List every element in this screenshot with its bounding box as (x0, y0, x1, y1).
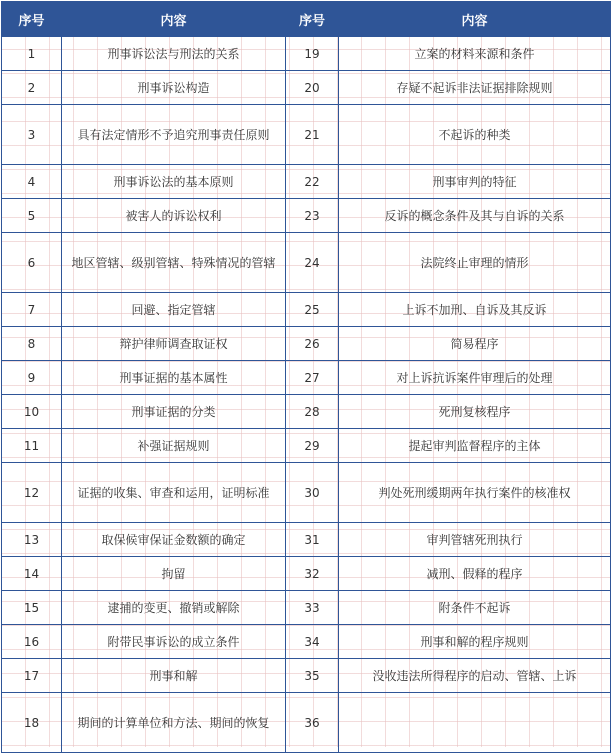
row-content-left: 期间的计算单位和方法、期间的恢复 (62, 693, 286, 753)
row-content-left: 附带民事诉讼的成立条件 (62, 625, 286, 659)
table-row (2, 37, 611, 71)
row-number-right: 20 (286, 71, 339, 105)
row-content-left: 证据的收集、审查和运用，证明标准 (62, 463, 286, 523)
row-number-right: 34 (286, 625, 339, 659)
row-content-right: 上诉不加刑、自诉及其反诉 (339, 293, 611, 327)
row-number-left: 7 (2, 293, 62, 327)
table-row (2, 395, 611, 429)
row-content-left: 回避、指定管辖 (62, 293, 286, 327)
row-content-right: 减刑、假释的程序 (339, 557, 611, 591)
row-number-right: 29 (286, 429, 339, 463)
row-number-left: 9 (2, 361, 62, 395)
row-number-left: 4 (2, 165, 62, 199)
row-number-left: 10 (2, 395, 62, 429)
row-number-right: 30 (286, 463, 339, 523)
table-row (2, 71, 611, 105)
table-row (2, 165, 611, 199)
row-number-left: 5 (2, 199, 62, 233)
row-number-left: 15 (2, 591, 62, 625)
row-number-right: 28 (286, 395, 339, 429)
row-number-left: 16 (2, 625, 62, 659)
document-page (1, 1, 610, 747)
row-content-right: 刑事和解的程序规则 (339, 625, 611, 659)
table-row (2, 463, 611, 523)
table-row (2, 591, 611, 625)
row-content-right: 提起审判监督程序的主体 (339, 429, 611, 463)
row-content-left: 刑事诉讼构造 (62, 71, 286, 105)
table-row (2, 693, 611, 753)
row-content-left: 被害人的诉讼权利 (62, 199, 286, 233)
row-content-right: 立案的材料来源和条件 (339, 37, 611, 71)
row-number-left: 14 (2, 557, 62, 591)
header-seq-2: 序号 (286, 2, 339, 37)
row-number-left: 12 (2, 463, 62, 523)
table-header-row (2, 2, 611, 37)
row-content-left: 拘留 (62, 557, 286, 591)
row-content-left: 地区管辖、级别管辖、特殊情况的管辖 (62, 233, 286, 293)
row-number-left: 6 (2, 233, 62, 293)
row-number-left: 18 (2, 693, 62, 753)
row-number-right: 35 (286, 659, 339, 693)
table-row (2, 429, 611, 463)
row-content-left: 刑事和解 (62, 659, 286, 693)
row-content-left: 辩护律师调查取证权 (62, 327, 286, 361)
row-content-left: 取保候审保证金数额的确定 (62, 523, 286, 557)
table-row (2, 233, 611, 293)
row-number-right: 32 (286, 557, 339, 591)
row-number-left: 3 (2, 105, 62, 165)
table-row (2, 523, 611, 557)
row-number-right: 19 (286, 37, 339, 71)
row-content-left: 刑事诉讼法与刑法的关系 (62, 37, 286, 71)
header-content-1: 内容 (62, 2, 286, 37)
row-content-right: 刑事审判的特征 (339, 165, 611, 199)
row-number-left: 1 (2, 37, 62, 71)
row-number-right: 31 (286, 523, 339, 557)
row-content-right: 存疑不起诉非法证据排除规则 (339, 71, 611, 105)
header-seq-1: 序号 (2, 2, 62, 37)
row-content-right: 审判管辖死刑执行 (339, 523, 611, 557)
row-number-left: 11 (2, 429, 62, 463)
table-row (2, 625, 611, 659)
row-number-left: 8 (2, 327, 62, 361)
row-number-right: 23 (286, 199, 339, 233)
row-content-right: 反诉的概念条件及其与自诉的关系 (339, 199, 611, 233)
row-content-left: 刑事证据的分类 (62, 395, 286, 429)
row-content-right: 不起诉的种类 (339, 105, 611, 165)
row-number-right: 21 (286, 105, 339, 165)
row-number-right: 25 (286, 293, 339, 327)
row-number-left: 17 (2, 659, 62, 693)
row-number-left: 13 (2, 523, 62, 557)
table-row (2, 105, 611, 165)
row-content-left: 逮捕的变更、撤销或解除 (62, 591, 286, 625)
row-number-right: 22 (286, 165, 339, 199)
row-number-right: 33 (286, 591, 339, 625)
table-row (2, 199, 611, 233)
row-content-left: 刑事诉讼法的基本原则 (62, 165, 286, 199)
row-content-right: 判处死刑缓期两年执行案件的核准权 (339, 463, 611, 523)
row-content-right: 没收违法所得程序的启动、管辖、上诉 (339, 659, 611, 693)
row-number-right: 26 (286, 327, 339, 361)
header-content-2: 内容 (339, 2, 611, 37)
table-row (2, 293, 611, 327)
row-number-right: 27 (286, 361, 339, 395)
table-row (2, 327, 611, 361)
row-content-right: 法院终止审理的情形 (339, 233, 611, 293)
row-content-right (339, 693, 611, 753)
row-content-left: 补强证据规则 (62, 429, 286, 463)
table-row (2, 557, 611, 591)
row-content-right: 简易程序 (339, 327, 611, 361)
row-content-right: 死刑复核程序 (339, 395, 611, 429)
table-row (2, 659, 611, 693)
row-content-right: 对上诉抗诉案件审理后的处理 (339, 361, 611, 395)
table-row (2, 361, 611, 395)
row-content-left: 具有法定情形不予追究刑事责任原则 (62, 105, 286, 165)
row-number-right: 24 (286, 233, 339, 293)
row-number-left: 2 (2, 71, 62, 105)
course-topic-table (1, 1, 611, 753)
row-content-right: 附条件不起诉 (339, 591, 611, 625)
row-number-right: 36 (286, 693, 339, 753)
row-content-left: 刑事证据的基本属性 (62, 361, 286, 395)
